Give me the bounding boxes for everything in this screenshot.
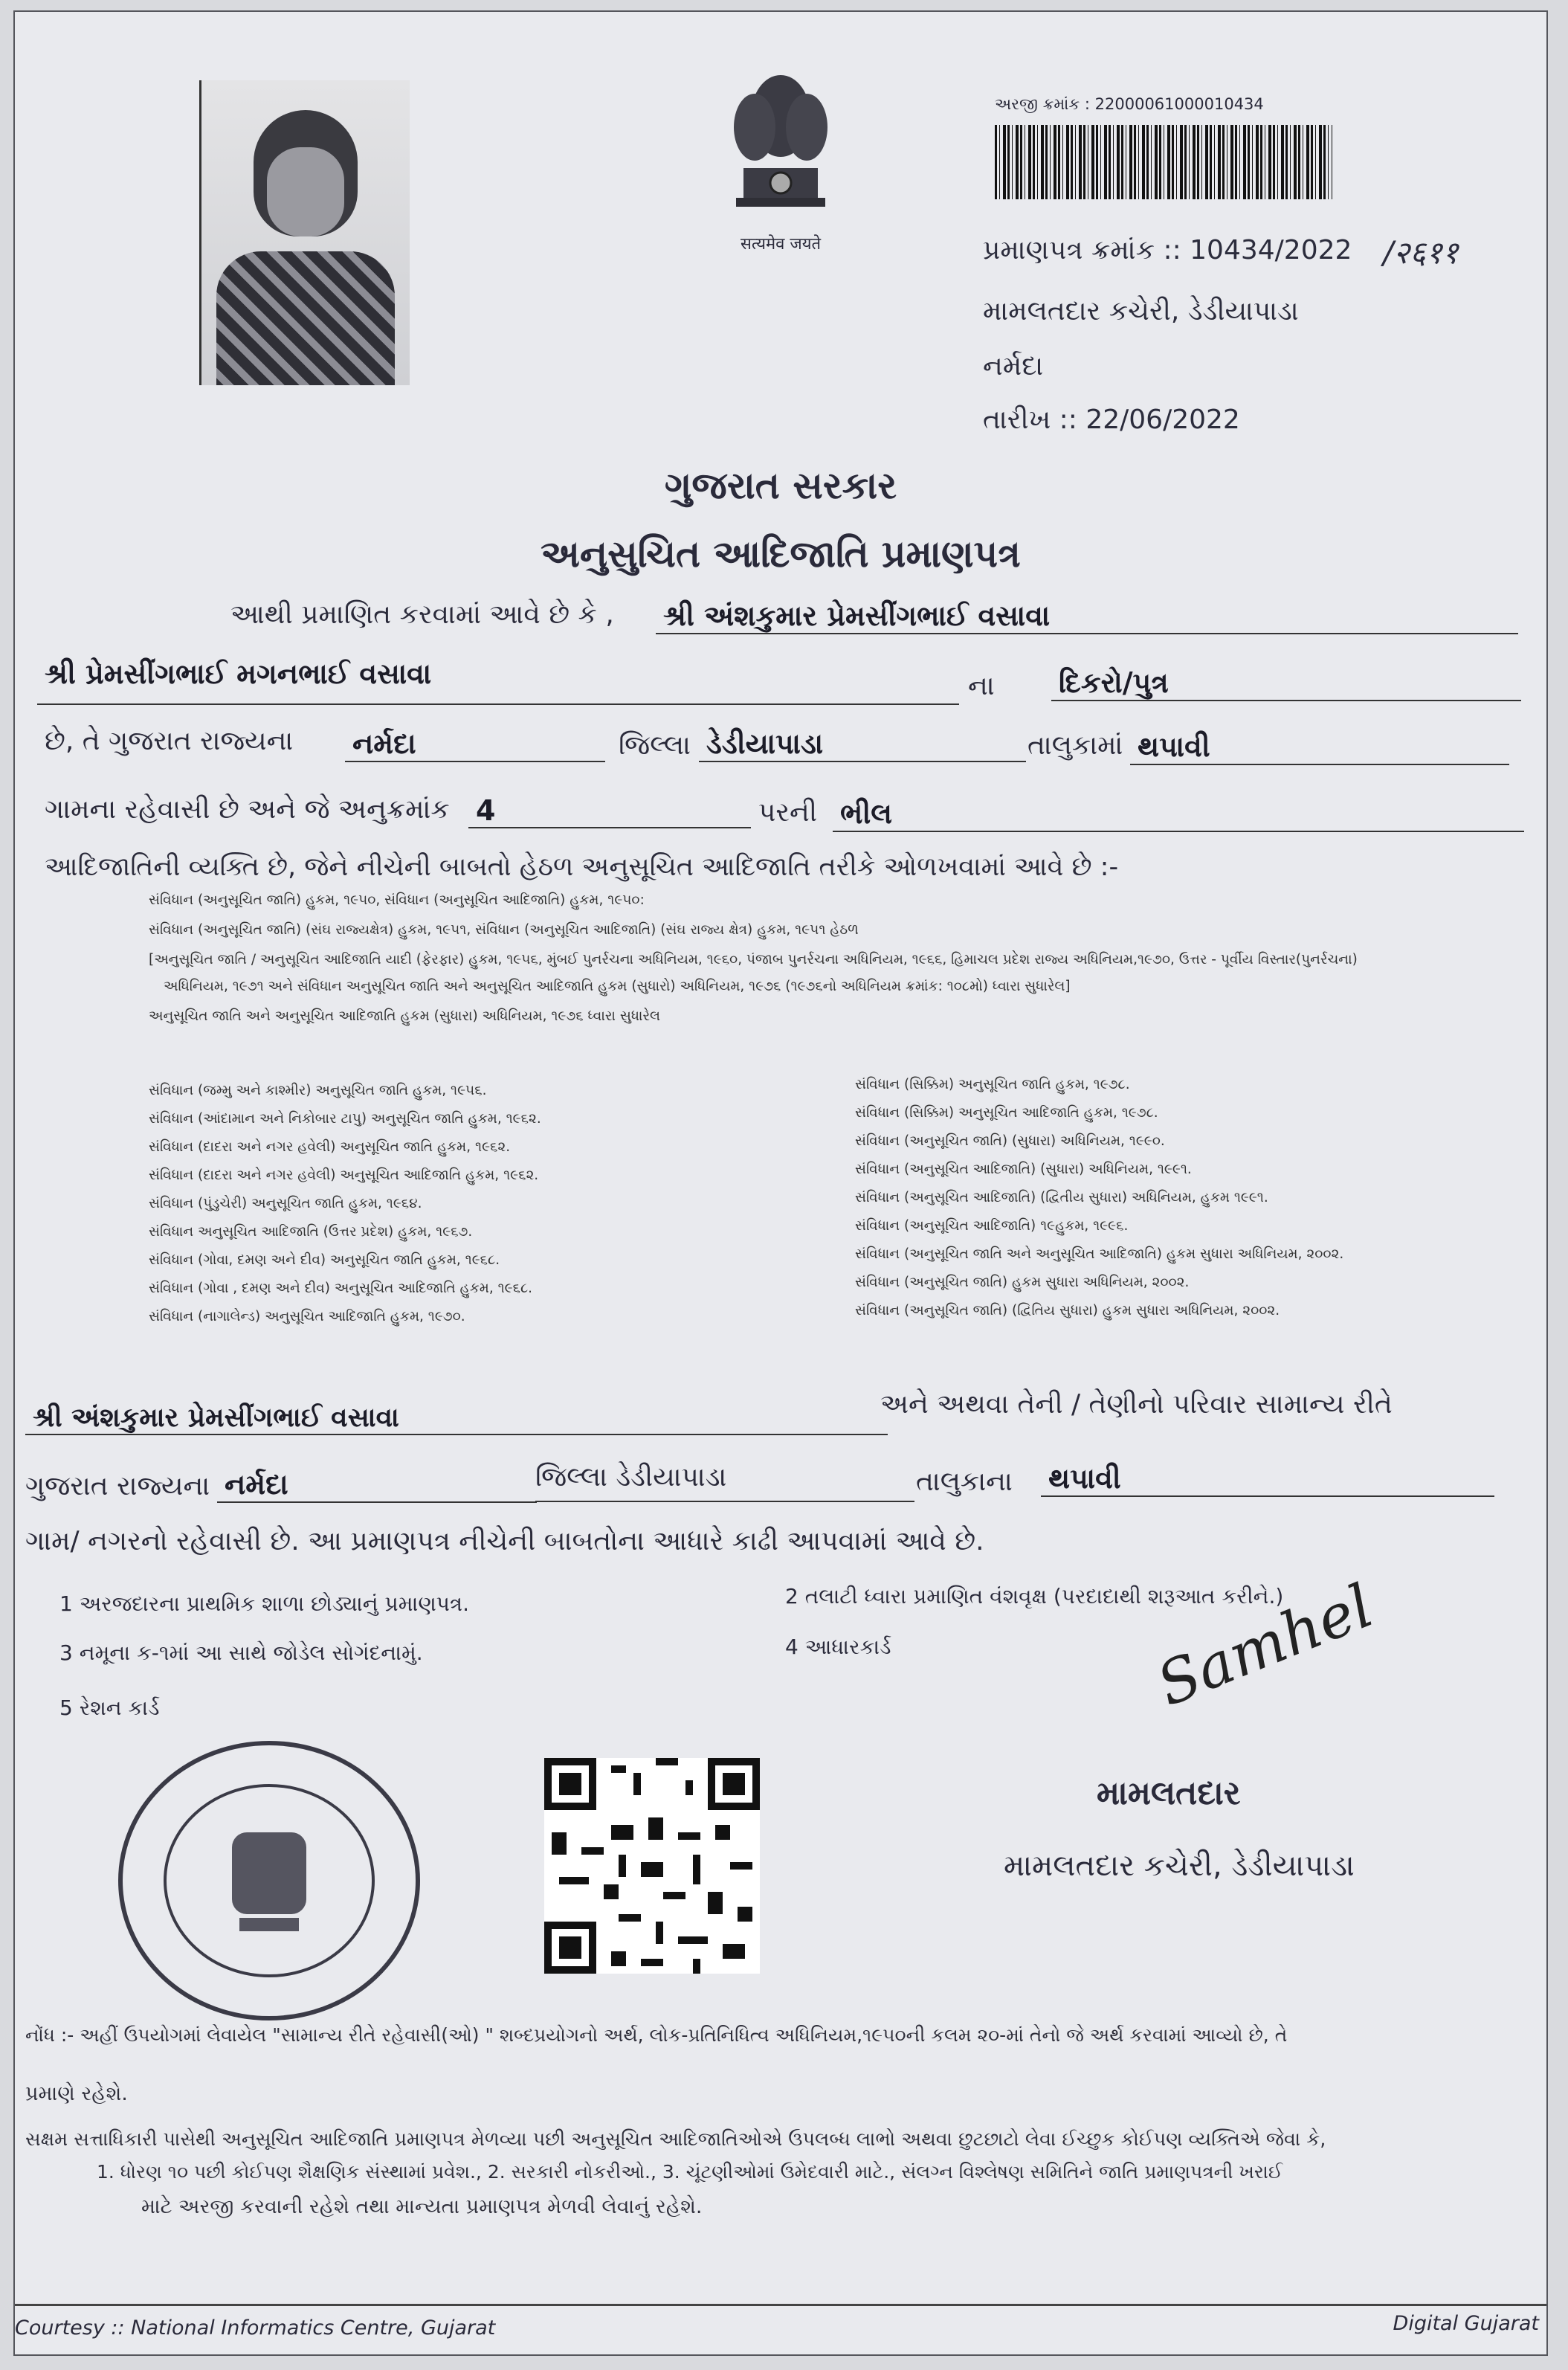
village: થપાવી bbox=[1130, 730, 1509, 765]
par-label: પરની bbox=[758, 797, 818, 828]
law-line: અનુસૂચિત જાતિ અને અનુસૂચિત આદિજાતિ હુકમ (સુધારા) અધિનિયમ, ૧૯૭૬ ધ્વારા સુધારેલ bbox=[149, 1008, 661, 1024]
law-right: સંવિધાન (સિક્કિમ) અનુસૂચિત જાતિ હુકમ, ૧૯૭૮. bbox=[855, 1077, 1130, 1092]
tribe: ભીલ bbox=[833, 797, 1524, 832]
law-line: [અનુસૂચિત જાતિ / અનુસૂચિત આદિજાતિ યાદી (ફેરફાર) હુકમ, ૧૯૫૬, મુંબઈ પુનર્રચના અધિનિયમ, ૧૯૬૦, પંજાબ પુનર્રચના અધિનિયમ, ૧૯૬૬, હિમાચલ પ્રદેશ રાજ્ય અધિનિયમ,૧૯૭૦, ઉત્તર - પૂર્વીય વિસ્તાર(પુનર્રચના) bbox=[149, 952, 1358, 967]
document-item: 4 આધારકાર્ડ bbox=[785, 1635, 891, 1659]
na-label: ના bbox=[968, 671, 995, 701]
barcode bbox=[995, 125, 1332, 199]
resident-text: ગામના રહેવાસી છે અને જે અનુક્રમાંક bbox=[45, 794, 450, 825]
government-title: ગુજરાત સરકાર bbox=[664, 464, 897, 507]
note-line: પ્રમાણે રહેશે. bbox=[25, 2082, 128, 2105]
issuing-office: મામલતદાર કચેરી, ડેડીયાપાડા bbox=[983, 296, 1299, 326]
certificate-number: પ્રમાણપત્ર ક્રમાંક :: 10434/2022 bbox=[983, 235, 1352, 265]
basis-text: ગામ/ નગરનો રહેવાસી છે. આ પ્રમાણપત્ર નીચેની બાબતોના આધારે કાઢી આપવામાં આવે છે. bbox=[25, 1526, 984, 1556]
serial-number: 4 bbox=[468, 794, 751, 828]
certificate-title: અનુસુચિત આદિજાતિ પ્રમાણપત્ર bbox=[541, 532, 1021, 576]
signatory-designation: મામલતદાર bbox=[1097, 1774, 1241, 1812]
family-name: શ્રી અંશકુમાર પ્રેમસીંગભાઈ વસાવા bbox=[25, 1403, 888, 1435]
issue-date: તારીખ :: 22/06/2022 bbox=[983, 405, 1240, 435]
law-left: સંવિધાન (આંદામાન અને નિકોબાર ટાપુ) અનુસૂચિત જાતિ હુકમ, ૧૯૬૨. bbox=[149, 1111, 541, 1127]
handwritten-signature: Samhel bbox=[1147, 1571, 1383, 1720]
signatory-office: મામલતદાર કચેરી, ડેડીયાપાડા bbox=[1004, 1849, 1355, 1883]
document-item: 3 નમૂના ક-૧માં આ સાથે જોડેલ સોગંદનામું. bbox=[59, 1640, 423, 1665]
law-right: સંવિધાન (સિક્કિમ) અનુસૂચિત આદિજાતિ હુકમ, ૧૯૭૮. bbox=[855, 1105, 1158, 1121]
footer-brand: Digital Gujarat bbox=[1393, 2312, 1539, 2335]
footer bbox=[15, 2304, 1546, 2342]
law-right: સંવિધાન (અનુસૂચિત આદિજાતિ) (સુધારા) અધિનિયમ, ૧૯૯૧. bbox=[855, 1162, 1192, 1177]
family-village: થપાવી bbox=[1041, 1462, 1494, 1497]
document-item: 5 રેશન કાર્ડ bbox=[59, 1696, 160, 1720]
parent-name-underline bbox=[37, 703, 959, 705]
jilla-text: જિલ્લા ડેડીયાપાડા bbox=[535, 1462, 727, 1492]
law-left: સંવિધાન અનુસૂચિત આદિજાતિ (ઉત્તર પ્રદેશ) હુકમ, ૧૯૬૭. bbox=[149, 1224, 473, 1240]
law-right: સંવિધાન (અનુસૂચિત આદિજાતિ) ૧૯હુકમ, ૧૯૯૬. bbox=[855, 1218, 1129, 1234]
note-line: 1. ધોરણ ૧૦ પછી કોઈપણ શૈક્ષણિક સંસ્થામાં પ્રવેશ., 2. સરકારી નોકરીઓ., 3. ચૂંટણીઓમાં ઉમેદવારી માટે., સંલગ્ન વિશ્લેષણ સમિતિને જાતિ પ્રમાણપત્રની ખરાઈ bbox=[97, 2161, 1283, 2183]
parent-name: શ્રી પ્રેમસીંગભાઈ મગનભાઈ વસાવા bbox=[45, 657, 432, 690]
state-label: ગુજરાત રાજ્યના bbox=[25, 1471, 210, 1501]
taluka: ડેડીયાપાડા bbox=[699, 727, 1026, 762]
law-left: સંવિધાન (નાગાલેન્ડ) અનુસૂચિત આદિજાતિ હુકમ, ૧૯૭૦. bbox=[149, 1309, 465, 1324]
law-right: સંવિધાન (અનુસૂચિત જાતિ અને અનુસૂચિત આદિજાતિ) હુકમ સુધારા અધિનિયમ, ૨૦૦૨. bbox=[855, 1246, 1344, 1262]
law-right: સંવિધાન (અનુસૂચિત જાતિ) હુકમ સુધારા અધિનિયમ, ૨૦૦૨. bbox=[855, 1275, 1190, 1290]
jilla-label: જિલ્લા bbox=[619, 730, 691, 761]
law-line: સંવિધાન (અનુસૂચિત જાતિ) (સંઘ રાજ્યક્ષેત્ર) હુકમ, ૧૯૫૧, સંવિધાન (અનુસૂચિત આદિજાતિ) (સંઘ રાજ્ય ક્ષેત્ર) હુકમ, ૧૯૫૧ હેઠળ bbox=[149, 922, 859, 938]
document-item: 1 અરજદારના પ્રાથમિક શાળા છોડ્યાનું પ્રમાણપત્ર. bbox=[59, 1591, 470, 1616]
law-right: સંવિધાન (અનુસૂચિત આદિજાતિ) (દ્વિતીય સુધારા) અધિનિયમ, હુકમ ૧૯૯૧. bbox=[855, 1190, 1268, 1205]
law-left: સંવિધાન (ગોવા, દમણ અને દીવ) અનુસૂચિત જાતિ હુકમ, ૧૯૬૮. bbox=[149, 1252, 500, 1268]
state-text: છે, તે ગુજરાત રાજ્યના bbox=[45, 726, 294, 756]
law-right: સંવિધાન (અનુસૂચિત જાતિ) (સુધારા) અધિનિયમ, ૧૯૯૦. bbox=[855, 1133, 1165, 1149]
family-text: અને અથવા તેની / તેણીનો પરિવાર સામાન્ય રીતે bbox=[880, 1389, 1393, 1420]
applicant-name: શ્રી અંશકુમાર પ્રેમસીંગભાઈ વસાવા bbox=[656, 599, 1518, 634]
note-line: નોંધ :- અહીં ઉપયોગમાં લેવાયેલ "સામાન્ય રીતે રહેવાસી(ઓ) " શબ્દપ્રયોગનો અર્થ, લોક-પ્રતિનિધિત્વ અધિનિયમ,૧૯૫૦ની કલમ ૨૦-માં તેનો જે અર્થ કરવામાં આવ્યો છે, તે bbox=[25, 2024, 1288, 2046]
document-item: 2 તલાટી ધ્વારા પ્રમાણિત વંશવૃક્ષ (પરદાદાથી શરૂઆત કરીને.) bbox=[785, 1584, 1284, 1609]
certificate-sheet bbox=[13, 10, 1548, 2356]
law-left: સંવિધાન (ગોવા , દમણ અને દીવ) અનુસૂચિત આદિજાતિ હુકમ, ૧૯૬૮. bbox=[149, 1281, 533, 1296]
law-right: સંવિધાન (અનુસૂચિત જાતિ) (દ્વિતિય સુધારા) હુકમ સુધારા અધિનિયમ, ૨૦૦૨. bbox=[855, 1303, 1280, 1318]
law-line: સંવિધાન (અનુસૂચિત જાતિ) હુકમ, ૧૯૫૦, સંવિધાન (અનુસૂચિત આદિજાતિ) હુકમ, ૧૯૫૦: bbox=[149, 892, 645, 908]
law-left: સંવિધાન (પુંડુચેરી) અનુસૂચિત જાતિ હુકમ, ૧૯૬૪. bbox=[149, 1196, 422, 1211]
law-left: સંવિધાન (દાદરા અને નગર હવેલી) અનુસૂચિત જાતિ હુકમ, ૧૯૬૨. bbox=[149, 1139, 511, 1155]
law-left: સંવિધાન (જમ્મુ અને કાશ્મીર) અનુસૂચિત જાતિ હુકમ, ૧૯૫૬. bbox=[149, 1083, 487, 1098]
certify-text: આથી પ્રમાણિત કરવામાં આવે છે કે , bbox=[230, 599, 614, 630]
taluka-label: તાલુકામાં bbox=[1027, 730, 1123, 761]
footer-courtesy: Courtesy :: National Informatics Centre, Gujarat bbox=[15, 2316, 496, 2340]
emblem-motto: सत्यमेव जयते bbox=[740, 235, 822, 254]
qr-code bbox=[544, 1758, 760, 1974]
family-district: નર્મદા bbox=[217, 1468, 537, 1503]
applicant-photo bbox=[199, 80, 410, 385]
district: નર્મદા bbox=[345, 727, 605, 762]
office-seal-stamp bbox=[113, 1736, 425, 2026]
relation: દિકરો/પુત્ર bbox=[1051, 666, 1521, 701]
note-line: માટે અરજી કરવાની રહેશે તથા માન્યતા પ્રમાણપત્ર મેળવી લેવાનું રહેશે. bbox=[141, 2195, 703, 2218]
note-line: સક્ષમ સત્તાધિકારી પાસેથી અનુસૂચિત આદિજાતિ પ્રમાણપત્ર મેળવ્યા પછી અનુસૂચિત આદિજાતિઓએ ઉપલબ્ધ લાભો અથવા છુટછાટો લેવા ઈચ્છુક કોઈપણ વ્યક્તિએ જેવા કે, bbox=[25, 2128, 1326, 2151]
jilla-underline bbox=[535, 1501, 914, 1502]
law-left: સંવિધાન (દાદરા અને નગર હવેલી) અનુસૂચિત આદિજાતિ હુકમ, ૧૯૬૨. bbox=[149, 1168, 539, 1183]
tribe-text: આદિજાતિની વ્યક્તિ છે, જેને નીચેની બાબતો હેઠળ અનુસૂચિત આદિજાતિ તરીકે ઓળખવામાં આવે છે :- bbox=[45, 852, 1119, 882]
certificate-number-handwritten: /२६११ bbox=[1383, 234, 1459, 271]
law-line: અધિનિયમ, ૧૯૭૧ અને સંવિધાન અનુસૂચિત જાતિ અને અનુસૂચિત આદિજાતિ હુકમ (સુધારો) અધિનિયમ, ૧૯૭૬ (૧૯૭૬નો અધિનિયમ ક્રમાંક: ૧૦૮મો) ધ્વારા સુધારેલ] bbox=[164, 979, 1071, 994]
application-number: અરજી ક્રમાંક : 22000061000010434 bbox=[995, 95, 1264, 113]
taluka-label: તાલુકાના bbox=[916, 1466, 1013, 1497]
issuing-district: નર્મદા bbox=[983, 351, 1044, 381]
